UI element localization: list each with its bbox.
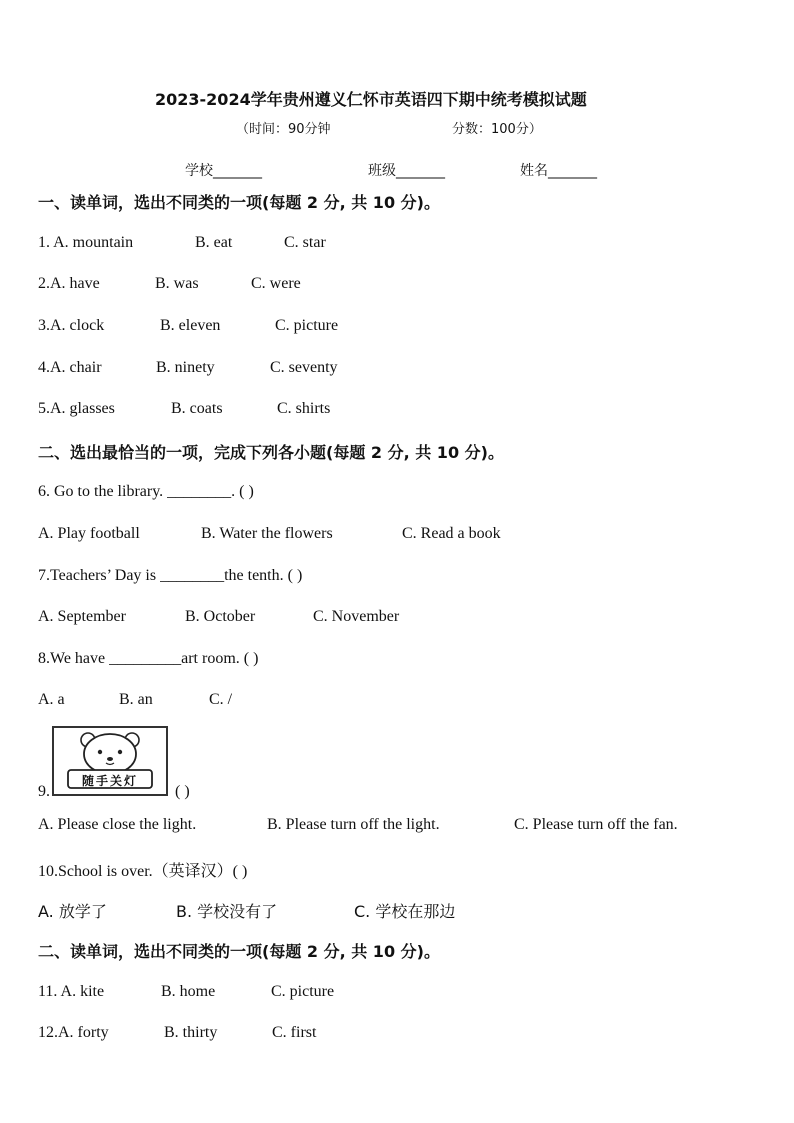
q9-option-b: B. Please turn off the light.: [267, 816, 440, 833]
exam-score: 分数：100分）: [452, 122, 542, 137]
q12-option-c: C. first: [272, 1024, 317, 1041]
school-field: 学校_______: [185, 163, 262, 179]
q5-option-b: B. coats: [171, 400, 223, 417]
q7-option-b: B. October: [185, 608, 256, 625]
q11-option-b: B. home: [161, 983, 216, 1000]
section-2-heading: 二、选出最恰当的一项，完成下列各小题(每题 2 分, 共 10 分)。: [38, 443, 504, 462]
question-6-options: [38, 525, 501, 543]
question-4: [38, 359, 338, 377]
question-11: [38, 983, 334, 1001]
q6-option-a: A. Play football: [38, 525, 140, 542]
question-1: [38, 234, 326, 252]
q1-option-c: C. star: [284, 234, 326, 251]
q2-option-a: 2.A. have: [38, 275, 100, 292]
q6-option-b: B. Water the flowers: [201, 525, 333, 542]
q1-option-a: 1. A. mountain: [38, 234, 134, 251]
question-7-stem: 7.Teachers’ Day is ________the tenth. ( ): [38, 567, 303, 584]
question-10-options: [38, 899, 455, 922]
q5-option-c: C. shirts: [277, 400, 331, 417]
question-8-stem: 8.We have _________art room. ( ): [38, 650, 259, 667]
question-12: [38, 1024, 316, 1042]
q10-option-c: C. 学校在那边: [354, 902, 456, 921]
q11-option-c: C. picture: [271, 983, 335, 1000]
q1-option-b: B. eat: [195, 234, 233, 251]
exam-time: （时间：90分钟: [236, 122, 331, 137]
q2-option-b: B. was: [155, 275, 199, 292]
q7-option-a: A. September: [38, 608, 126, 625]
q4-option-a: 4.A. chair: [38, 359, 102, 376]
page-title: 2023-2024学年贵州遵义仁怀市英语四下期中统考模拟试题: [155, 90, 587, 109]
q8-option-a: A. a: [38, 691, 65, 708]
sign-text: 随手关灯: [82, 774, 139, 788]
name-field: 姓名_______: [520, 163, 597, 179]
q6-option-c: C. Read a book: [402, 525, 501, 542]
q4-option-b: B. ninety: [156, 359, 215, 376]
question-7-options: [38, 608, 399, 626]
turn-off-light-sign-image: [52, 726, 168, 796]
q12-option-a: 12.A. forty: [38, 1024, 109, 1041]
q2-option-c: C. were: [251, 275, 301, 292]
q5-option-a: 5.A. glasses: [38, 400, 115, 417]
question-8-options: [38, 691, 232, 709]
q12-option-b: B. thirty: [164, 1024, 218, 1041]
q3-option-c: C. picture: [275, 317, 339, 334]
q7-option-c: C. November: [313, 608, 400, 625]
q9-option-c: C. Please turn off the fan.: [514, 816, 678, 833]
section-3-heading: 二、读单词，选出不同类的一项(每题 2 分, 共 10 分)。: [38, 942, 440, 961]
q3-option-a: 3.A. clock: [38, 317, 105, 334]
question-2: [38, 275, 301, 293]
question-9-options: [38, 816, 678, 834]
question-9-number: 9.: [38, 783, 50, 800]
q9-option-a: A. Please close the light.: [38, 816, 197, 833]
question-9-paren: ( ): [175, 783, 190, 800]
q11-option-a: 11. A. kite: [38, 983, 105, 1000]
question-3: [38, 317, 338, 335]
q8-option-c: C. /: [209, 691, 233, 708]
q10-option-b: B. 学校没有了: [176, 902, 278, 921]
question-10-stem: 10.School is over.（英译汉）( ): [38, 863, 248, 880]
q8-option-b: B. an: [119, 691, 153, 708]
question-6-stem: 6. Go to the library. ________. ( ): [38, 483, 254, 500]
section-1-heading: 一、读单词，选出不同类的一项(每题 2 分, 共 10 分)。: [38, 193, 440, 212]
q3-option-b: B. eleven: [160, 317, 221, 334]
class-field: 班级_______: [368, 163, 445, 179]
question-5: [38, 400, 330, 418]
q4-option-c: C. seventy: [270, 359, 338, 376]
q10-option-a: A. 放学了: [38, 902, 107, 921]
